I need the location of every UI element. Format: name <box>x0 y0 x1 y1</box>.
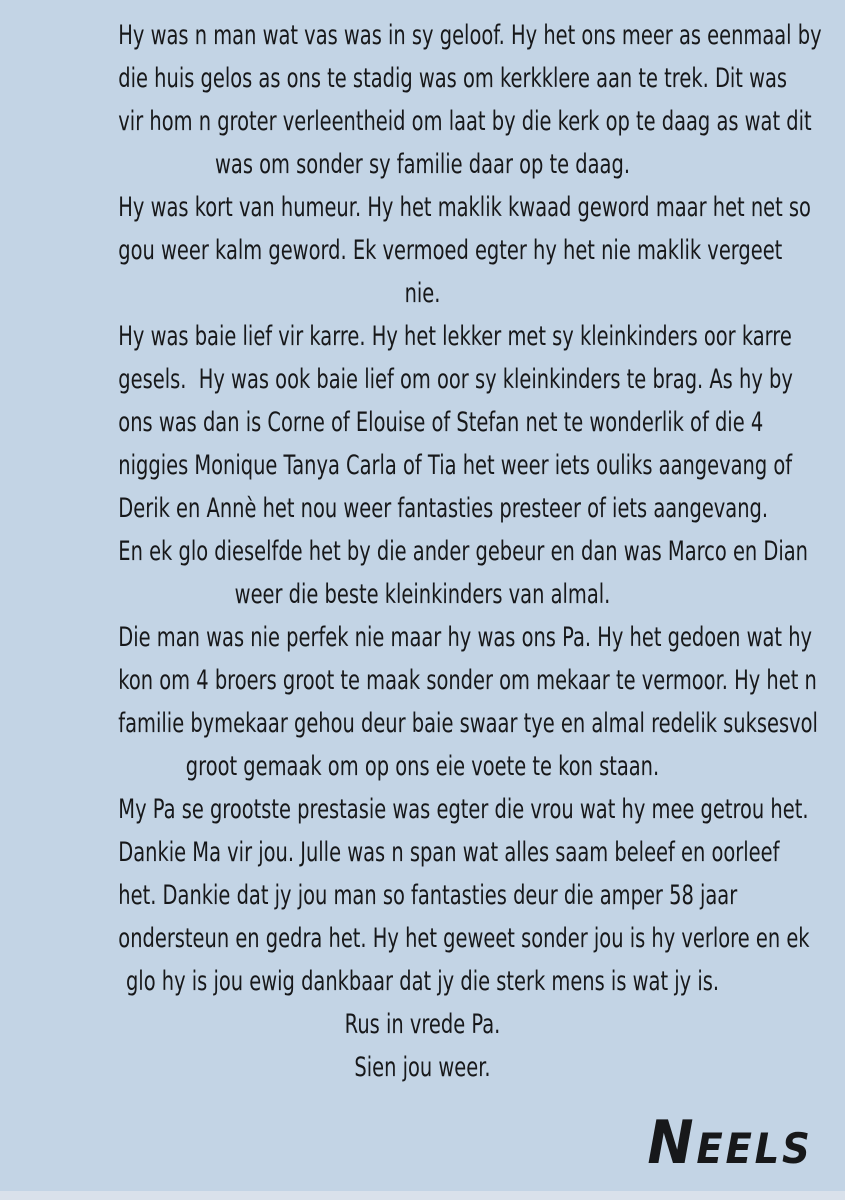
text-line: die huis gelos as ons te stadig was om kerkklere aan te trek. Dit was <box>118 63 788 94</box>
text-line: My Pa se grootste prestasie was egter die vrou wat hy mee getrou het. <box>118 794 809 825</box>
text-line: Derik en Annè het nou weer fantasties presteer of iets aangevang. <box>118 493 769 524</box>
text-line: familie bymekaar gehou deur baie swaar tye en almal redelik suksesvol <box>118 708 818 739</box>
text-line: Hy was baie lief vir karre. Hy het lekker met sy kleinkinders oor karre <box>118 321 792 352</box>
text-line: ondersteun en gedra het. Hy het geweet sonder jou is hy verlore en ek <box>118 923 810 954</box>
text-line: glo hy is jou ewig dankbaar dat jy die sterk mens is wat jy is. <box>125 966 720 997</box>
text-line: was om sonder sy familie daar op te daag. <box>215 149 630 180</box>
text-line: Sien jou weer. <box>354 1052 491 1083</box>
text-line: Hy was n man wat vas was in sy geloof. Hy het ons meer as eenmaal by <box>118 20 822 51</box>
text-line: Die man was nie perfek nie maar hy was ons Pa. Hy het gedoen wat hy <box>118 622 813 653</box>
text-line: groot gemaak om op ons eie voete te kon staan. <box>185 751 660 782</box>
text-line: Rus in vrede Pa. <box>344 1009 501 1040</box>
text-line: gou weer kalm geword. Ek vermoed egter hy het nie maklik vergeet <box>118 235 783 266</box>
text-line: het. Dankie dat jy jou man so fantasties deur die amper 58 jaar <box>118 880 738 911</box>
text-line: niggies Monique Tanya Carla of Tia het weer iets ouliks aangevang of <box>118 450 793 481</box>
text-line: weer die beste kleinkinders van almal. <box>234 579 611 610</box>
text-line: Dankie Ma vir jou. Julle was n span wat alles saam beleef en oorleef <box>118 837 780 868</box>
signature-name: Neels <box>647 1108 813 1178</box>
text-line: vir hom n groter verleentheid om laat by die kerk op te daag as wat dit <box>118 106 812 137</box>
text-line: nie. <box>404 278 441 309</box>
tribute-text <box>0 14 845 1089</box>
text-line: En ek glo dieselfde het by die ander gebeur en dan was Marco en Dian <box>118 536 809 567</box>
page-bottom-strip <box>0 1191 845 1200</box>
text-line: Hy was kort van humeur. Hy het maklik kwaad geword maar het net so <box>118 192 811 223</box>
text-line: kon om 4 broers groot te maak sonder om mekaar te vermoor. Hy het n <box>118 665 817 696</box>
text-line: gesels. Hy was ook baie lief om oor sy kleinkinders te brag. As hy by <box>118 364 793 395</box>
text-line: ons was dan is Corne of Elouise of Stefan net te wonderlik of die 4 <box>118 407 764 438</box>
